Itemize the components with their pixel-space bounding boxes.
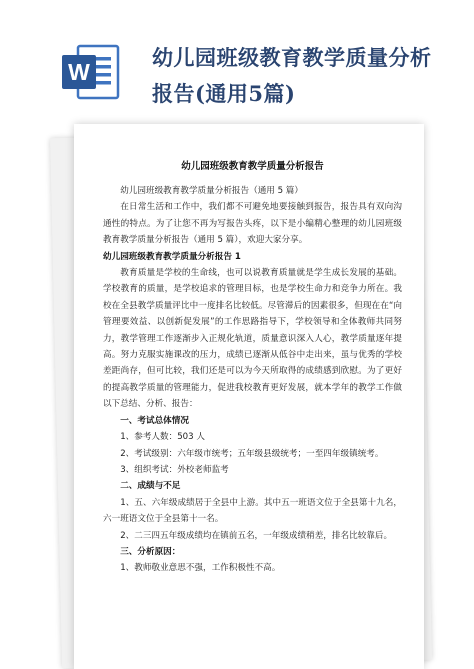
header xyxy=(0,0,474,118)
word-icon xyxy=(60,42,122,102)
document-page xyxy=(74,124,424,669)
section1-body: 教育质量是学校的生命线，也可以说教育质量就是学生成长发展的基础。学校教育的质量，是学校追求的管理目标，也是学校生命力和竞争力所在。我校在全县教学质量评比中一度排名比较低。尽管滞后的因素很多，但现在在“向管理要效益、以创新促发展”的工作思路指导下，学校领导和全体教师共同努力，教学管理工作逐渐步入正规化轨道，质量意识深入人心，教学质量逐年提高。努力克服实施课改的压力，成绩已逐渐从低谷中走出来，虽与优秀的学校差距尚存，但可比较，我们还是可以为今天所取得的成绩感到欣慰。为了更好的提高教学质量的管理能力，促进我校教育更好发展，就本学年的教学工作做以下总结、分析、报告： xyxy=(103,268,402,410)
word-icon-letter: W xyxy=(68,59,90,85)
page-title-line1: 幼儿园班级教育教学质量分析 xyxy=(152,45,432,70)
part2-heading: 二、成绩与不足 xyxy=(120,481,181,492)
part1-item1: 1、参考人数：503 人 xyxy=(120,432,205,443)
document-title: 幼儿园班级教育教学质量分析报告 xyxy=(181,161,324,172)
part1-heading: 一、考试总体情况 xyxy=(120,415,189,426)
part3-heading: 三、分析原因： xyxy=(120,546,181,557)
part1-item2: 2、考试级别：六年级市统考；五年级县级统考；一至四年级镇统考。 xyxy=(120,448,384,459)
page-title xyxy=(152,40,452,112)
part3-item1: 1、教师敬业意思不强，工作积极性不高。 xyxy=(120,563,281,574)
intro-paragraph: 在日常生活和工作中，我们都不可避免地要接触到报告，报告具有双向沟通性的特点。为了让您不再为写报告头疼，以下是小编精心整理的幼儿园班级教育教学质量分析报告（通用 5 篇），欢迎大家分享。 xyxy=(103,202,402,246)
section1-heading: 幼儿园班级教育教学质量分析报告 1 xyxy=(103,251,241,262)
part1-item3: 3、组织考试：外校老师监考 xyxy=(120,464,229,475)
part2-item2: 2、二三四五年级成绩均在镇前五名，一年级成绩稍差，排名比较靠后。 xyxy=(120,530,393,541)
document-subtitle: 幼儿园班级教育教学质量分析报告（通用 5 篇） xyxy=(120,186,303,196)
part2-item1: 1、五、六年级成绩居于全县中上游。其中五一班语文位于全县第十九名，六一班语文位于全县第十一名。 xyxy=(103,497,402,525)
page-title-line2: 报告(通用5篇) xyxy=(152,81,296,106)
